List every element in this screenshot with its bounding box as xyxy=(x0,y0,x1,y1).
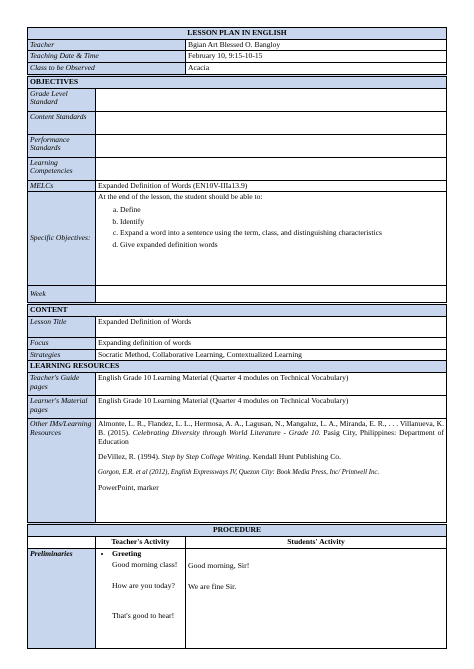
specific-objectives-value xyxy=(96,192,447,286)
performance-standards-label: Performance Standards xyxy=(28,134,96,157)
learner-material-value: English Grade 10 Learning Material (Quarter 4 modules on Technical Vocabulary) xyxy=(96,396,447,419)
specific-objectives-list xyxy=(120,206,444,250)
student-activity-header: Students' Activity xyxy=(186,536,447,548)
other-resources-label: Other IMs/Learning Resources xyxy=(28,419,96,524)
teacher-activity-cell xyxy=(96,548,186,648)
lesson-title-value: Expanded Definition of Words xyxy=(96,317,447,338)
melcs-value: Expanded Definition of Words (EN10V-IIIa13.9) xyxy=(96,180,447,192)
learning-competencies-value xyxy=(96,157,447,180)
melcs-label: MELCs xyxy=(28,180,96,192)
student-line-1: Good morning, Sir! xyxy=(188,560,250,570)
strategies-value: Socratic Method, Collaborative Learning, Contextualized Learning xyxy=(96,349,447,361)
content-standards-value xyxy=(96,111,447,134)
procedure-blank-header xyxy=(28,536,96,548)
student-line-2: We are fine Sir. xyxy=(188,581,237,591)
class-label: Class to be Observed xyxy=(28,63,186,76)
content-standards-label: Content Standards xyxy=(28,111,96,134)
reference-1: Almonte, L. R., Flandez, L. L., Hermosa, A. A., Lagusan, N., Mangaluz, L. A., Miranda, E. R., . . . Villanueva, K. B. (2015). Celebrating Diversity through World Literature - Grade 10. Pasig City, Philippines: Department of Education xyxy=(98,419,444,446)
learner-material-label: Learner's Material pages xyxy=(28,396,96,419)
doc-title: LESSON PLAN IN ENGLISH xyxy=(28,28,447,40)
performance-standards-value xyxy=(96,134,447,157)
date-value: February 10, 9:15-10-15 xyxy=(186,51,447,63)
class-value: Acacia xyxy=(186,63,447,76)
reference-2: DeVillez, R. (1994). Step by Step College Writing. Kendall Hunt Publishing Co. xyxy=(98,452,341,462)
teacher-activity-header: Teacher's Activity xyxy=(96,536,186,548)
greeting-item: • Greeting xyxy=(112,550,183,559)
learning-competencies-label: Learning Competencies xyxy=(28,157,96,180)
resources-heading: LEARNING RESOURCES xyxy=(28,361,447,373)
teacher-value: Bgian Art Blessed O. Bangloy xyxy=(186,39,447,51)
objective-item: c. Expand a word into a sentence using the term, class, and distinguishing characteristics xyxy=(120,229,444,238)
week-label: Week xyxy=(28,286,96,304)
preliminaries-label: Preliminaries xyxy=(28,548,96,648)
objective-item: b. Identify xyxy=(120,218,444,227)
lesson-title-label: Lesson Title xyxy=(28,317,96,338)
focus-value: Expanding definition of words xyxy=(96,338,447,350)
lesson-plan-table xyxy=(27,27,447,649)
teacher-guide-label: Teacher's Guide pages xyxy=(28,373,96,396)
teacher-guide-value: English Grade 10 Learning Material (Quarter 4 modules on Technical Vocabulary) xyxy=(96,373,447,396)
specific-objectives-intro: At the end of the lesson, the student should be able to: xyxy=(98,192,263,202)
specific-objectives-label: Specific Objectives: xyxy=(28,192,96,286)
date-label: Teaching Date & Time xyxy=(28,51,186,63)
other-resources-value xyxy=(96,419,447,524)
procedure-heading: PROCEDURE xyxy=(28,524,447,537)
lesson-plan-page xyxy=(27,27,446,649)
objectives-heading: OBJECTIVES xyxy=(28,75,447,88)
grade-level-value xyxy=(96,88,447,111)
teacher-line-2: How are you today? xyxy=(112,580,176,590)
reference-3: Gorgon, E.R. et al (2012), English Expressways IV, Quezon City: Book Media Press, Inc/ Printwell Inc. xyxy=(98,469,380,477)
teacher-label: Teacher xyxy=(28,39,186,51)
week-value xyxy=(96,286,447,304)
objective-item: a. Define xyxy=(120,206,444,215)
strategies-label: Strategies xyxy=(28,349,96,361)
teacher-line-1: Good morning class! xyxy=(112,559,178,569)
objective-item: d. Give expanded definition words xyxy=(120,241,444,250)
content-heading: CONTENT xyxy=(28,304,447,317)
student-activity-cell xyxy=(186,548,447,648)
focus-label: Focus xyxy=(28,338,96,350)
teacher-line-3: That's good to hear! xyxy=(112,611,175,621)
grade-level-label: Grade Level Standard xyxy=(28,88,96,111)
reference-4: PowerPoint, marker xyxy=(98,482,159,492)
